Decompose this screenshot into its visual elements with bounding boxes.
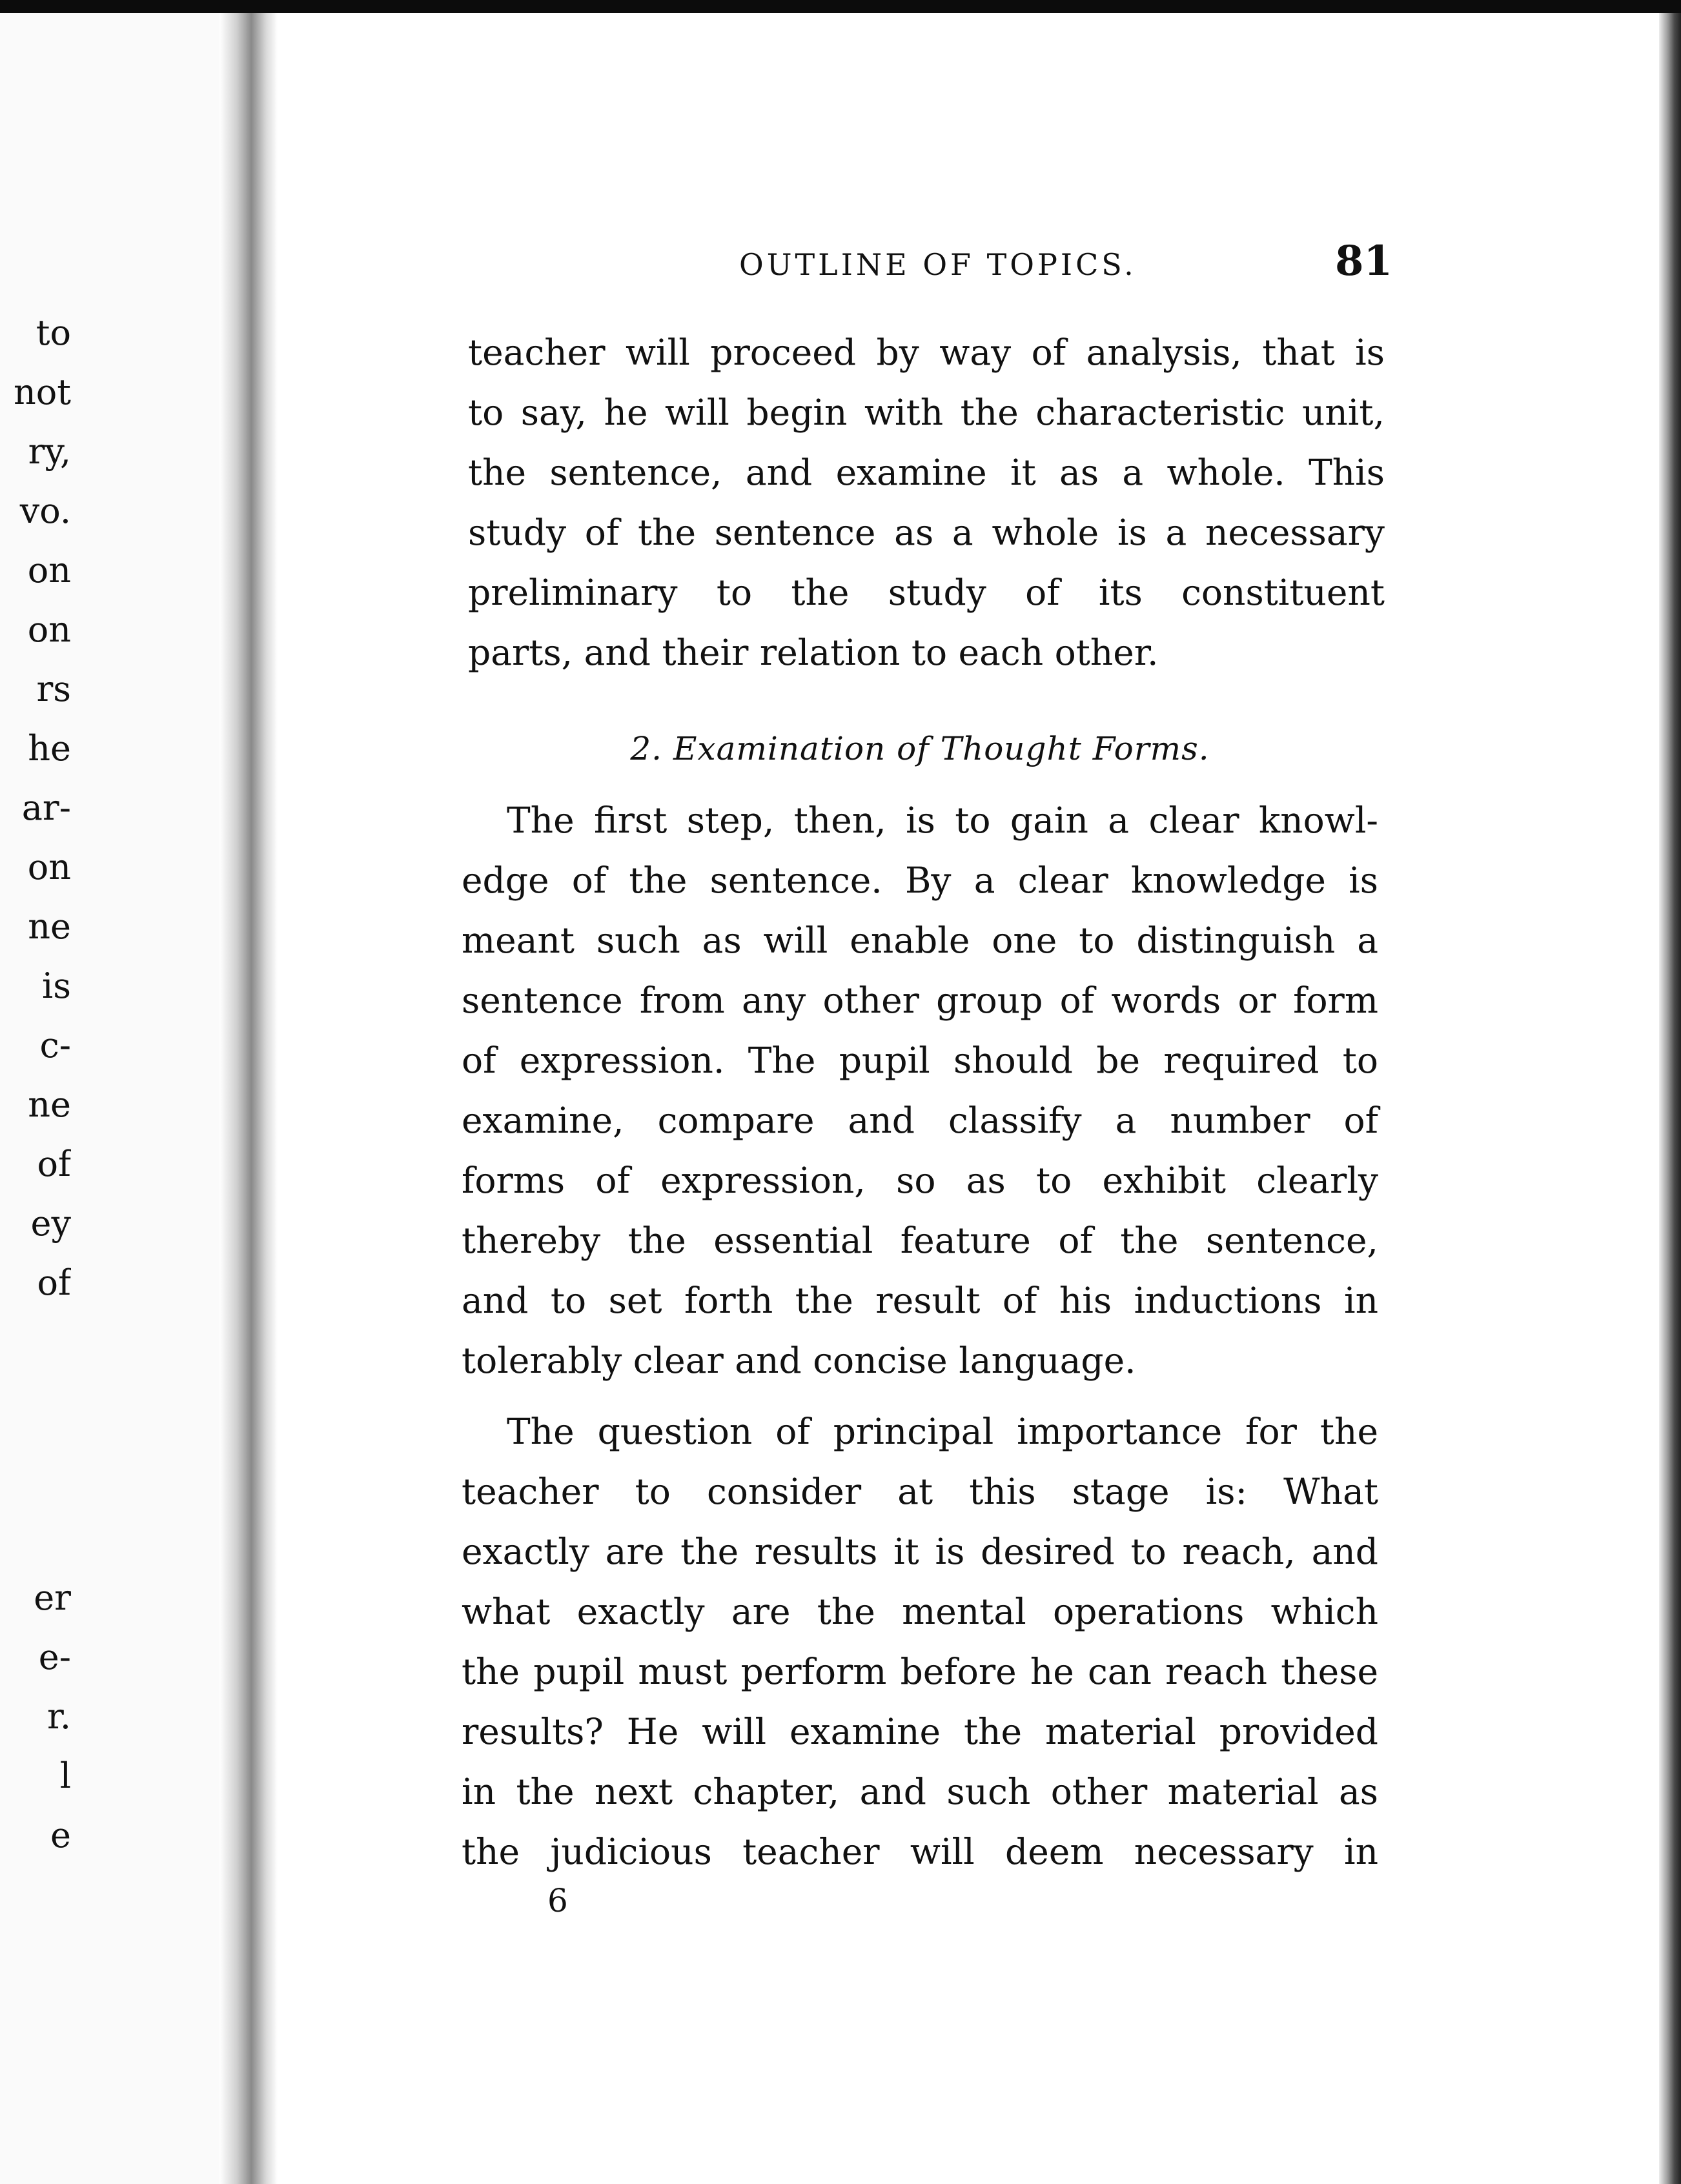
- text-line: of expression. The pupil should be required to: [462, 1040, 1378, 1081]
- book-gutter: [219, 13, 278, 2184]
- paragraph-3: [462, 1402, 1378, 1882]
- text-line: teacher will proceed by way of analysis, that is: [468, 332, 1385, 373]
- left-fragment: e: [50, 1815, 71, 1855]
- text-line: The question of principal importance for the: [507, 1411, 1378, 1452]
- left-fragment: e-: [38, 1637, 71, 1677]
- left-fragment: ar-: [21, 787, 71, 828]
- left-fragment: c-: [39, 1025, 71, 1066]
- text-line: parts, and their relation to each other.: [468, 632, 1159, 673]
- paragraph-2: [462, 791, 1378, 1391]
- left-fragment: er: [34, 1577, 71, 1618]
- text-line: the sentence, and examine it as a whole. This: [468, 452, 1385, 493]
- text-line: The first step, then, is to gain a clear knowl-: [507, 800, 1378, 841]
- left-fragment: he: [28, 728, 71, 769]
- text-line: the judicious teacher will deem necessary in: [462, 1831, 1378, 1872]
- text-line: the pupil must perform before he can reach these: [462, 1651, 1378, 1692]
- left-fragment: of: [37, 1262, 71, 1303]
- left-fragment: is: [42, 966, 71, 1006]
- left-fragment: l: [59, 1755, 71, 1796]
- paragraph-1: [468, 323, 1385, 683]
- left-fragment: not: [14, 372, 71, 412]
- text-line: and to set forth the result of his inductions in: [462, 1280, 1378, 1321]
- left-fragment: ry,: [28, 431, 71, 472]
- signature-mark: 6: [547, 1882, 568, 1919]
- top-border: [0, 0, 1681, 13]
- text-line: edge of the sentence. By a clear knowledge is: [462, 860, 1378, 901]
- left-fragment: of: [37, 1144, 71, 1184]
- text-line: study of the sentence as a whole is a necessary: [468, 512, 1385, 553]
- page-number: 81: [1335, 237, 1393, 285]
- text-line: teacher to consider at this stage is: What: [462, 1471, 1378, 1512]
- left-fragment: to: [36, 312, 71, 353]
- text-line: exactly are the results it is desired to reach, and: [462, 1531, 1378, 1572]
- left-fragment: vo.: [19, 490, 71, 531]
- text-line: to say, he will begin with the characteristic unit,: [468, 392, 1385, 433]
- text-line: forms of expression, so as to exhibit clearly: [462, 1160, 1378, 1201]
- left-fragment: ne: [28, 1084, 71, 1125]
- section-heading: 2. Examination of Thought Forms.: [630, 730, 1210, 767]
- running-head: OUTLINE OF TOPICS.: [739, 247, 1137, 282]
- left-fragment: on: [27, 847, 71, 887]
- text-line: preliminary to the study of its constituent: [468, 572, 1385, 613]
- text-line: tolerably clear and concise language.: [462, 1340, 1136, 1381]
- left-fragment: ne: [28, 906, 71, 947]
- text-line: meant such as will enable one to distinguish a: [462, 920, 1378, 961]
- left-fragment: r.: [46, 1696, 71, 1737]
- text-line: sentence from any other group of words or form: [462, 980, 1378, 1021]
- left-fragment: on: [27, 609, 71, 650]
- left-fragment: rs: [36, 669, 71, 709]
- left-fragment: on: [27, 550, 71, 591]
- text-line: in the next chapter, and such other material as: [462, 1771, 1378, 1812]
- left-fragment-gap: [0, 1313, 71, 1568]
- text-line: what exactly are the mental operations which: [462, 1591, 1378, 1632]
- left-fragment: ey: [30, 1203, 71, 1244]
- text-line: examine, compare and classify a number of: [462, 1100, 1378, 1141]
- text-line: results? He will examine the material provided: [462, 1711, 1378, 1752]
- page-edge: [1659, 13, 1681, 2184]
- left-page-fragments: [0, 303, 71, 1865]
- text-line: thereby the essential feature of the sentence,: [462, 1220, 1378, 1261]
